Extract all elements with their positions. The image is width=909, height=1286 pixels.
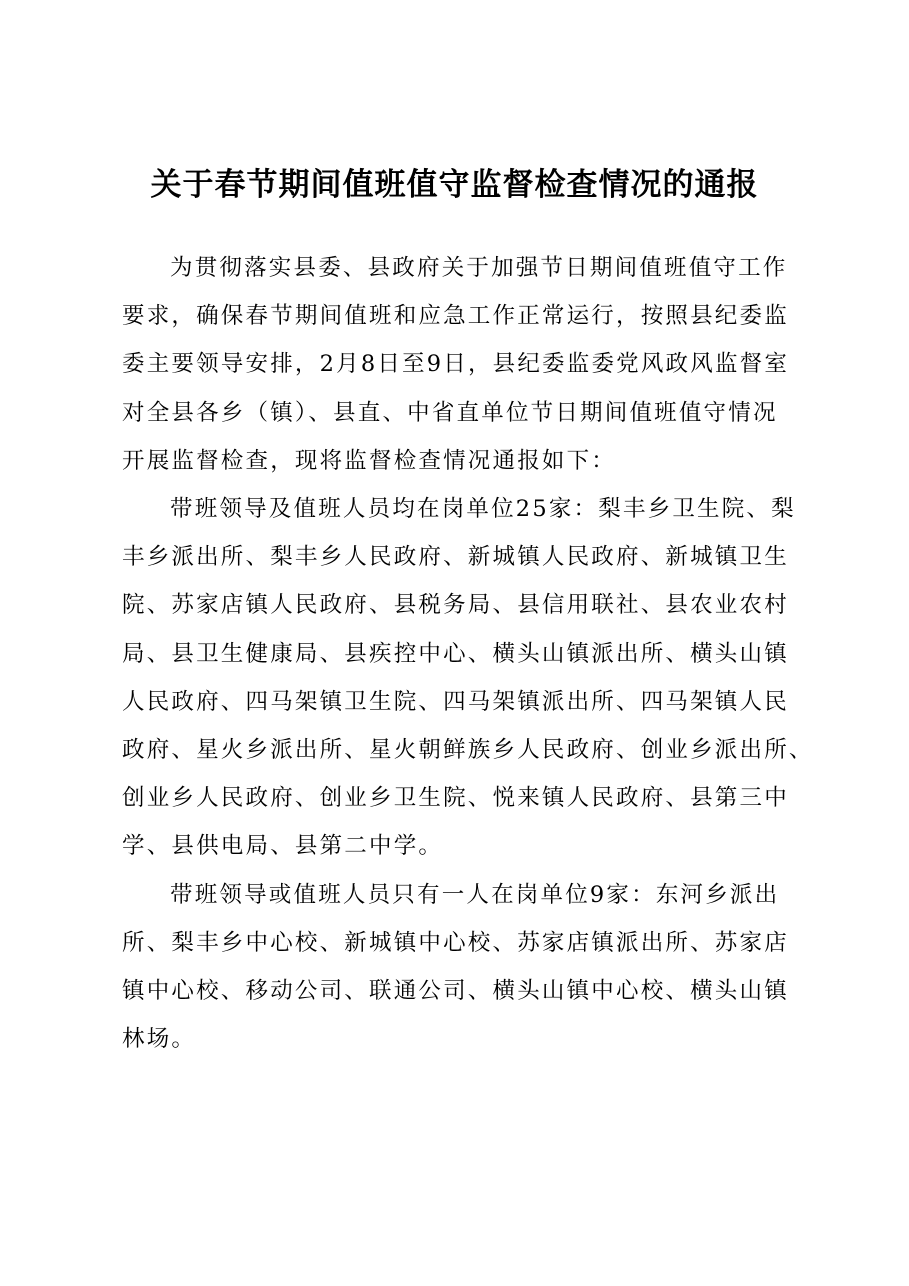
paragraph-all-on-duty: [122, 485, 814, 871]
text-line: 带班领导及值班人员均在岗单位25家：梨丰乡卫生院、梨: [170, 496, 796, 523]
text-line: 委主要领导安排，2月8日至9日，县纪委监委党风政风监督室: [122, 351, 790, 378]
text-line: 局、县卫生健康局、县疾控中心、横头山镇派出所、横头山镇: [122, 640, 789, 667]
text-line: 林场。: [122, 1026, 197, 1053]
text-line: 带班领导或值班人员只有一人在岗单位9家：东河乡派出: [170, 881, 780, 908]
text-line: 镇中心校、移动公司、联通公司、横头山镇中心校、横头山镇: [122, 978, 789, 1005]
paragraph-intro: [122, 244, 802, 485]
text-line: 学、县供电局、县第二中学。: [122, 833, 444, 860]
paragraph-one-on-duty: [122, 871, 802, 1064]
text-line: 为贯彻落实县委、县政府关于加强节日期间值班值守工作: [170, 255, 788, 281]
text-line: 政府、星火乡派出所、星火朝鲜族乡人民政府、创业乡派出所、: [122, 737, 814, 764]
text-line: 丰乡派出所、梨丰乡人民政府、新城镇人民政府、新城镇卫生: [122, 544, 789, 571]
text-line: 创业乡人民政府、创业乡卫生院、悦来镇人民政府、县第三中: [122, 785, 789, 812]
text-line: 院、苏家店镇人民政府、县税务局、县信用联社、县农业农村: [122, 592, 789, 619]
document-body: [122, 244, 814, 1063]
text-line: 对全县各乡（镇）、县直、中省直单位节日期间值班值守情况: [122, 399, 778, 426]
text-line: 要求，确保春节期间值班和应急工作正常运行，按照县纪委监: [122, 303, 789, 330]
text-line: 人民政府、四马架镇卫生院、四马架镇派出所、四马架镇人民: [122, 688, 789, 715]
text-line: 开展监督检查，现将监督检查情况通报如下：: [122, 447, 617, 474]
text-line: 所、梨丰乡中心校、新城镇中心校、苏家店镇派出所、苏家店: [122, 929, 789, 956]
document-title: 关于春节期间值班值守监督检查情况的通报: [150, 167, 759, 203]
